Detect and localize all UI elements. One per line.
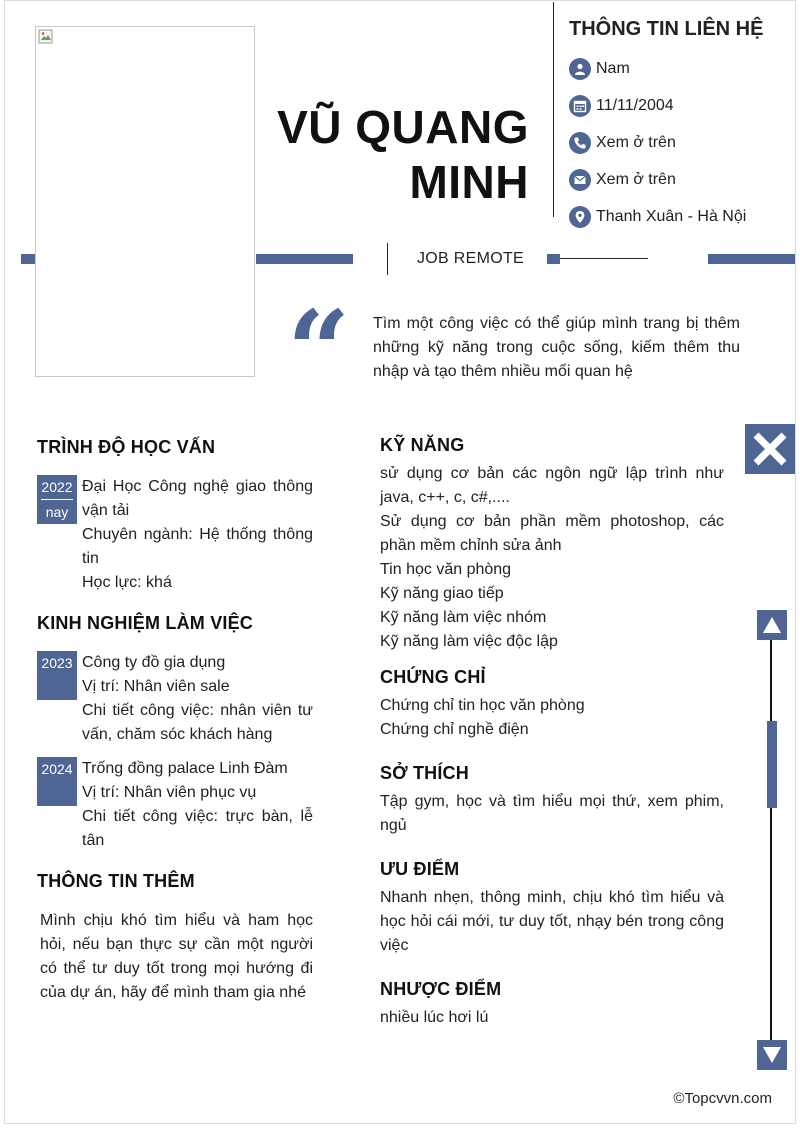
broken-image-icon <box>38 29 54 45</box>
experience-position: Vị trí: Nhân viên phục vụ <box>82 784 257 801</box>
close-icon <box>752 431 788 467</box>
strengths-text: Nhanh nhẹn, thông minh, chịu khó tìm hiểu và học hỏi cái mới, tư duy tốt, nhạy bén trong công việc <box>380 889 724 954</box>
name-line-1: VŨ QUANG <box>277 101 529 153</box>
career-objective: Tìm một công việc có thể giúp mình trang bị thêm những kỹ năng trong cuộc sống, kiếm thêm thu nhập và tạo thêm nhiều mối quan hệ <box>373 315 740 380</box>
contact-birthday: 11/11/2004 <box>596 96 674 114</box>
additional-info-title: THÔNG TIN THÊM <box>37 871 195 891</box>
experience-year-badge <box>37 757 77 806</box>
certificate-item: Chứng chỉ tin học văn phòng <box>380 697 585 714</box>
close-button[interactable] <box>745 424 795 474</box>
accent-bar-small <box>547 254 560 264</box>
scroll-up-button[interactable] <box>757 610 787 640</box>
contact-item-email <box>569 161 746 198</box>
skill-item: Kỹ năng làm việc nhóm <box>380 609 547 626</box>
skill-item: Kỹ năng giao tiếp <box>380 585 504 602</box>
experience-entry <box>37 757 313 853</box>
experience-position: Vị trí: Nhân viên sale <box>82 678 230 695</box>
education-school: Đại Học Công nghệ giao thông vận tải <box>82 478 313 519</box>
experience-year: 2023 <box>41 655 73 671</box>
weaknesses-title: NHƯỢC ĐIỂM <box>380 979 502 999</box>
weaknesses-text: nhiều lúc hơi lú <box>380 1009 489 1026</box>
contact-item-gender <box>569 50 746 87</box>
quote-icon: “ <box>287 286 351 415</box>
scrollbar-track[interactable] <box>770 637 772 1041</box>
education-year-badge <box>37 475 77 524</box>
certificates-list <box>380 694 724 742</box>
contact-item-birthday <box>569 87 746 124</box>
copyright-text: ©Topcvvn.com <box>673 1090 772 1107</box>
job-thin-line <box>560 258 648 259</box>
contact-address: Thanh Xuân - Hà Nội <box>596 207 747 225</box>
contact-phone: Xem ở trên <box>596 133 676 151</box>
contact-email: Xem ở trên <box>596 170 676 188</box>
calendar-icon <box>569 95 591 117</box>
hobbies-title: SỞ THÍCH <box>380 763 469 783</box>
certificates-title: CHỨNG CHỈ <box>380 667 486 687</box>
education-major: Chuyên ngành: Hệ thống thông tin <box>82 526 313 567</box>
contact-item-address <box>569 198 746 235</box>
contact-title: THÔNG TIN LIÊN HỆ <box>569 18 764 40</box>
person-icon <box>569 58 591 80</box>
location-icon <box>569 206 591 228</box>
accent-bar-right <box>708 254 795 264</box>
education-year-end: nay <box>45 504 69 520</box>
header-divider <box>553 2 554 217</box>
strengths-title: ƯU ĐIỂM <box>380 859 460 879</box>
arrow-down-icon <box>761 1045 783 1065</box>
contact-gender: Nam <box>596 59 630 77</box>
scrollbar-thumb[interactable] <box>767 721 777 808</box>
certificate-item: Chứng chỉ nghề điện <box>380 721 529 738</box>
additional-info-text: Mình chịu khó tìm hiểu và ham học hỏi, nếu bạn thực sự cần một người có thể tư duy tốt trong mọi hướng đi của dự án, hãy để mình tham gia nhé <box>40 912 313 1001</box>
contact-item-phone <box>569 124 746 161</box>
accent-bar-left <box>21 254 35 264</box>
experience-company: Công ty đồ gia dụng <box>82 654 226 671</box>
experience-entry <box>37 651 313 747</box>
experience-year: 2024 <box>41 761 73 777</box>
skills-title: KỸ NĂNG <box>380 435 465 455</box>
skill-item: Kỹ năng làm việc độc lập <box>380 633 558 650</box>
job-title: JOB REMOTE <box>417 250 525 267</box>
full-name <box>277 100 529 210</box>
skill-item: Sử dụng cơ bản phần mềm photoshop, các phần mềm chỉnh sửa ảnh <box>380 513 724 554</box>
experience-detail: Chi tiết công việc: nhân viên tư vấn, chăm sóc khách hàng <box>82 702 313 743</box>
education-year-start: 2022 <box>41 479 73 495</box>
skill-item: Tin học văn phòng <box>380 561 512 578</box>
profile-photo <box>35 26 255 377</box>
experience-title: KINH NGHIỆM LÀM VIỆC <box>37 613 254 633</box>
experience-detail: Chi tiết công việc: trực bàn, lễ tân <box>82 808 313 849</box>
accent-bar-middle <box>256 254 353 264</box>
education-title: TRÌNH ĐỘ HỌC VẤN <box>37 437 216 457</box>
experience-company: Trống đồng palace Linh Đàm <box>82 760 288 777</box>
hobbies-text: Tập gym, học và tìm hiểu mọi thứ, xem phim, ngủ <box>380 793 724 834</box>
skills-list <box>380 462 724 654</box>
experience-year-badge <box>37 651 77 700</box>
contact-list <box>569 50 746 235</box>
arrow-up-icon <box>761 615 783 635</box>
name-line-2: MINH <box>409 156 529 208</box>
phone-icon <box>569 132 591 154</box>
education-entry <box>37 475 313 595</box>
skill-item: sử dụng cơ bản các ngôn ngữ lập trình như java, c++, c, c#,.... <box>380 465 724 506</box>
education-grade: Học lực: khá <box>82 574 172 591</box>
email-icon <box>569 169 591 191</box>
job-divider <box>387 243 388 275</box>
scroll-down-button[interactable] <box>757 1040 787 1070</box>
